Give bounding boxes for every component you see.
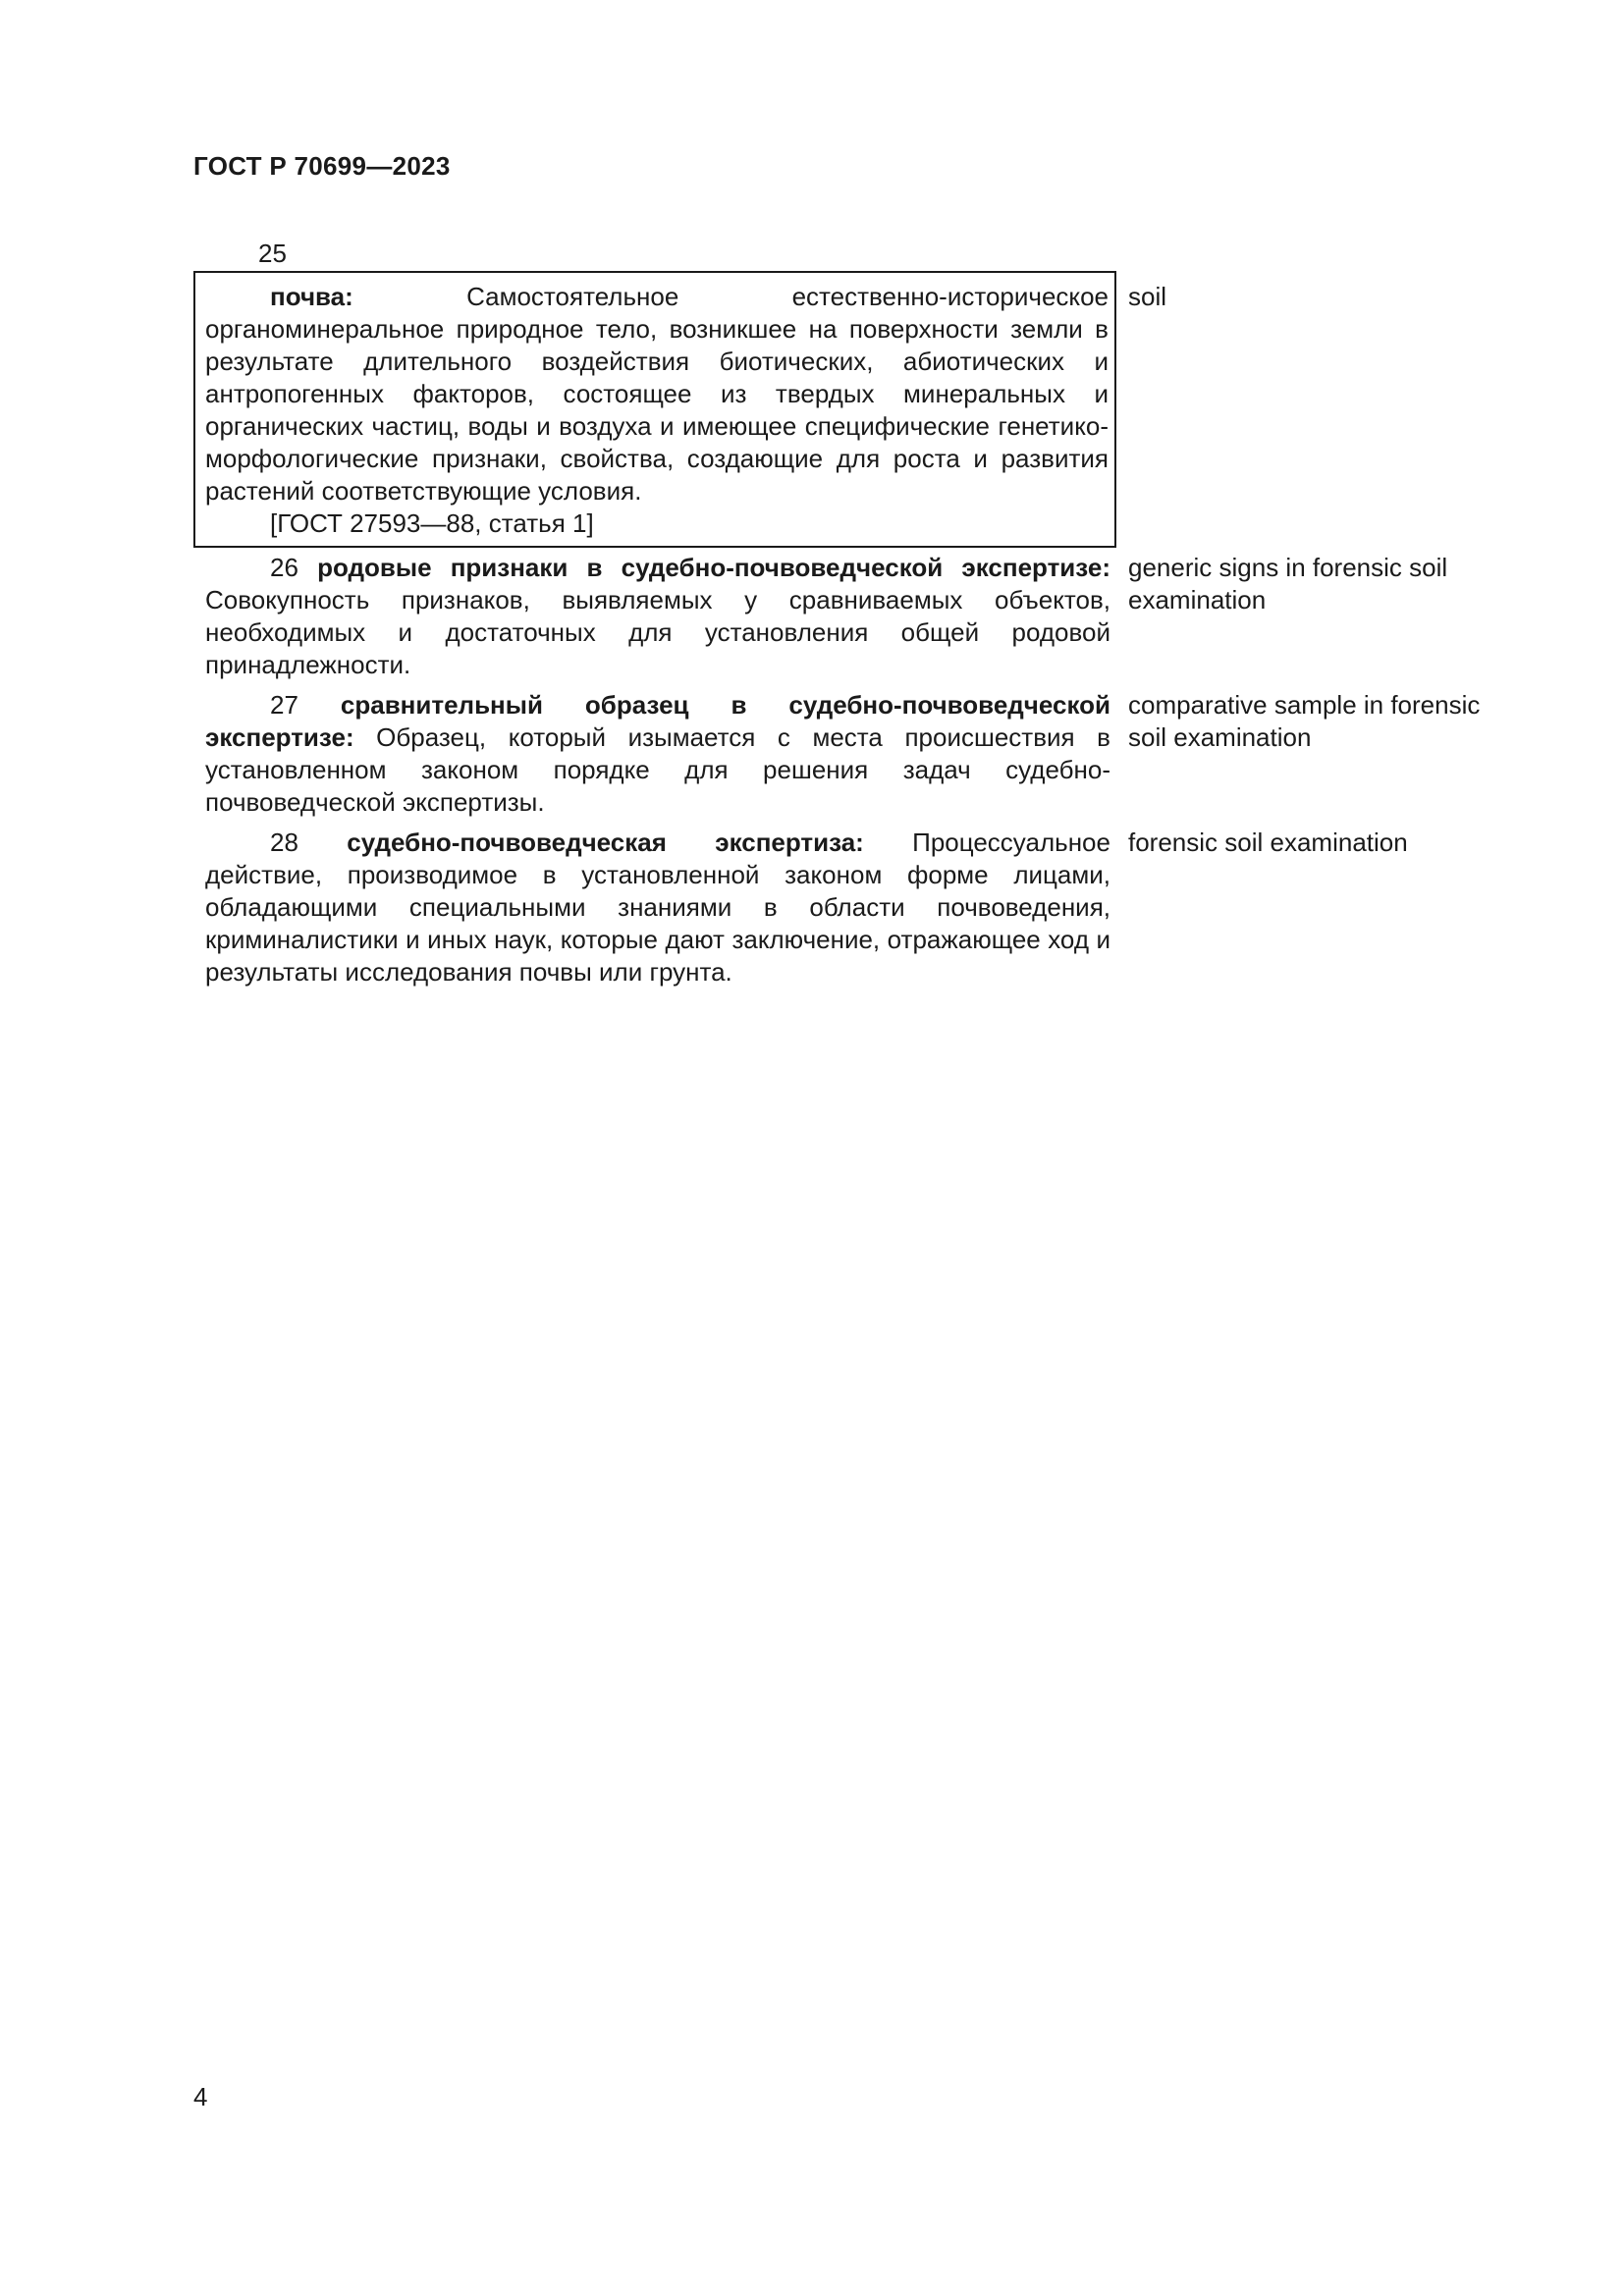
term-definition-block: [193, 552, 1116, 681]
term-definition: Самостоятельное естественно-историческое органоминеральное природное тело, возникшее на поверхности земли в результате длительного воздействия биотических, абиотических и антропогенных факторов, состоящее из твердых минеральных и органических частиц, воды и воздуха и имеющее специфические генетико-морфологические признаки, свойства, создающие для роста и развития растений соответствующие условия.: [205, 282, 1109, 506]
document-header: ГОСТ Р 70699—2023: [193, 151, 451, 181]
term-number: 27: [270, 690, 298, 720]
term-number: 28: [270, 828, 298, 857]
term-english: forensic soil examination: [1128, 828, 1408, 857]
term-definition-box: [193, 271, 1116, 548]
term-title: родовые признаки в судебно-почвоведческой экспертизе:: [317, 553, 1110, 582]
term-definition: Совокупность признаков, выявляемых у сравниваемых объектов, необходимых и достаточных для установления общей родовой принадлежности.: [205, 585, 1110, 679]
term-definition-block: [193, 827, 1116, 988]
page-number: 4: [193, 2082, 208, 2111]
term-number: 26: [270, 553, 298, 582]
term-definition: Процессуальное действие, производимое в установленной законом форме лицами, обладающими специальными знаниями в области почвоведения, криминалистики и иных наук, которые дают заключение, отражающее ход и результаты исследования почвы или грунта.: [205, 828, 1110, 987]
term-entry-27: [193, 689, 1509, 819]
term-entry-26: [193, 552, 1509, 681]
term-title: почва:: [270, 282, 353, 311]
term-english: soil: [1128, 282, 1167, 311]
terms-list: [193, 271, 1509, 988]
term-entry-25: [193, 271, 1509, 548]
term-english: generic signs in forensic soil examination: [1128, 553, 1448, 614]
term-number-25: 25: [258, 239, 287, 268]
term-title: сравнительный образец в судебно-почвоведческой экспертизе:: [205, 690, 1110, 752]
term-english: comparative sample in forensic soil examination: [1128, 690, 1481, 752]
term-entry-28: [193, 827, 1509, 988]
term-definition: Образец, который изымается с места происшествия в установленном законом порядке для решения задач судебно-почвоведческой экспертизы.: [205, 722, 1110, 817]
term-definition-block: [193, 689, 1116, 819]
term-source: [ГОСТ 27593—88, статья 1]: [270, 508, 594, 538]
term-title: судебно-почвоведческая экспертиза:: [347, 828, 864, 857]
